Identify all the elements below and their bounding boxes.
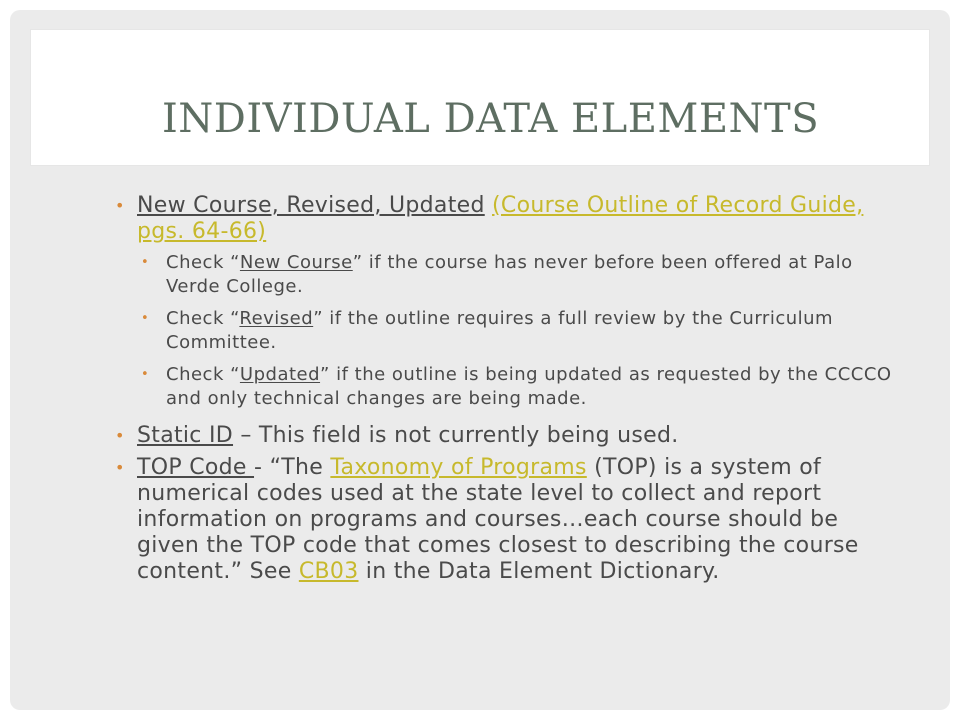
top-code-text-2: (TOP) is a system of numerical codes used at the state level to collect and report information on programs and courses…each course should be given the TOP code that comes closest to describing the course content.” See bbox=[137, 455, 859, 584]
sub-item-post: ” if the course has never before been offered at Palo Verde College. bbox=[166, 252, 853, 297]
sub-item-pre: Check “ bbox=[166, 308, 240, 329]
bullet-icon: • bbox=[141, 255, 150, 270]
sub-item-updated bbox=[111, 363, 901, 411]
bullet-icon: • bbox=[115, 196, 125, 215]
slide bbox=[10, 10, 950, 710]
sub-item-term: Revised bbox=[239, 308, 314, 329]
bullet-icon: • bbox=[115, 458, 125, 477]
taxonomy-of-programs-link[interactable]: Taxonomy of Programs bbox=[330, 455, 587, 480]
static-id-label: Static ID bbox=[137, 423, 234, 448]
sub-item-post: ” if the outline is being updated as requested by the CCCCO and only technical changes are being made. bbox=[166, 364, 892, 409]
top-code-text-1: - “The bbox=[254, 455, 331, 480]
top-code-label: TOP Code bbox=[137, 455, 255, 480]
cb03-link[interactable]: CB03 bbox=[298, 559, 359, 584]
sub-item-post: ” if the outline requires a full review by the Curriculum Committee. bbox=[166, 308, 834, 353]
top-code-text-3: in the Data Element Dictionary. bbox=[358, 559, 720, 584]
title-box bbox=[30, 29, 930, 166]
bullet-icon: • bbox=[115, 426, 125, 445]
sub-item-term: New Course bbox=[239, 252, 353, 273]
bullet-item-top-code bbox=[111, 455, 901, 585]
static-id-text: – This field is not currently being used. bbox=[233, 423, 679, 448]
bullet-icon: • bbox=[141, 367, 150, 382]
sub-item-new-course bbox=[111, 251, 901, 299]
bullet-item-static-id bbox=[111, 423, 901, 449]
bullet-item-new-course bbox=[111, 193, 901, 245]
course-outline-guide-link[interactable]: (Course Outline of Record Guide, pgs. 64-66) bbox=[137, 193, 864, 244]
slide-title: INDIVIDUAL DATA ELEMENTS bbox=[162, 96, 820, 142]
sub-item-term: Updated bbox=[239, 364, 321, 385]
sub-item-revised bbox=[111, 307, 901, 355]
sub-item-pre: Check “ bbox=[166, 364, 240, 385]
bullet-icon: • bbox=[141, 311, 150, 326]
space bbox=[485, 193, 492, 218]
new-course-label: New Course, Revised, Updated bbox=[137, 193, 485, 218]
sub-item-pre: Check “ bbox=[166, 252, 240, 273]
slide-body bbox=[111, 193, 901, 591]
